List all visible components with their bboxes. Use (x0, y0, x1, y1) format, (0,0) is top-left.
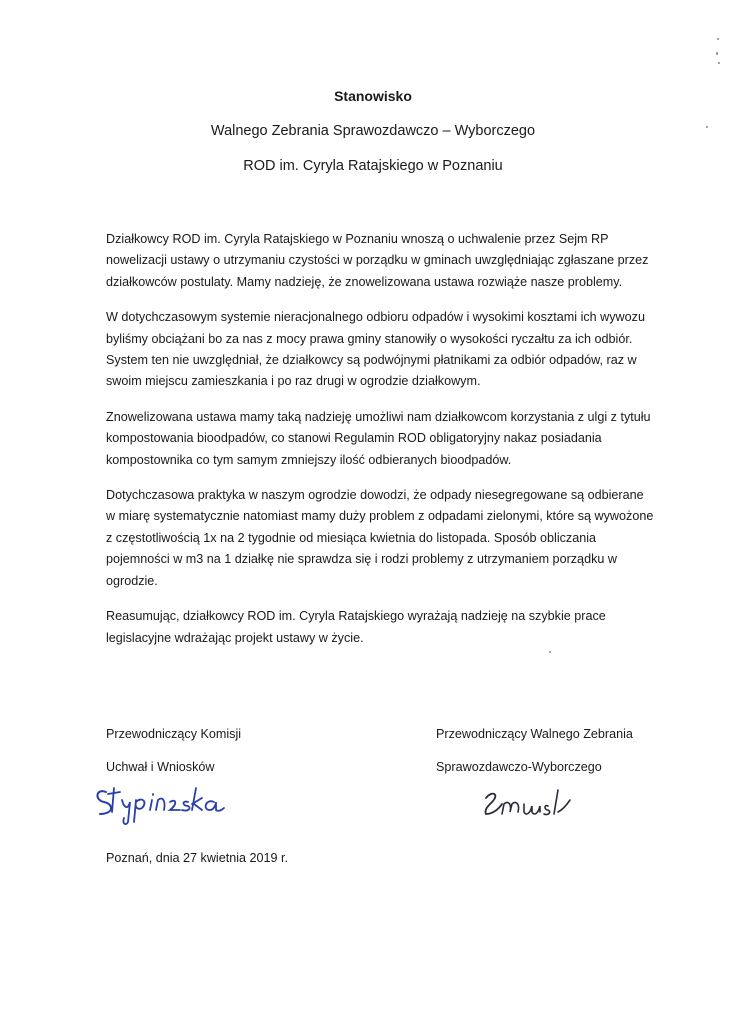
paragraph-4: Dotychczasowa praktyka w naszym ogrodzie dowodzi, że odpady niesegregowane są odbierane w miarę systematycznie natomiast mamy duży problem z odpadami zielonymi, które są wywożone z częstotliwością 1x na 2 tygodnie od miesiąca kwietnia do listopada. Sposób obliczania pojemności w m3 na 1 działkę nie sprawdza się i rodzi problemy z utrzymaniem porządku w ogrodzie. (106, 488, 654, 588)
left-signatory-title-line-2: Uchwał i Wniosków (106, 760, 215, 774)
place-and-date: Poznań, dnia 27 kwietnia 2019 r. (106, 851, 289, 865)
left-signatory-title-line-1: Przewodniczący Komisji (106, 727, 242, 741)
document-subtitle-assembly: Walnego Zebrania Sprawozdawczo – Wyborczego (210, 123, 536, 139)
scan-speck (716, 52, 718, 55)
scan-speck (717, 38, 719, 40)
scan-speck (718, 62, 720, 64)
right-signatory-title-line-2: Sprawozdawczo-Wyborczego (436, 760, 602, 774)
right-signatory-title-line-1: Przewodniczący Walnego Zebrania (436, 727, 633, 741)
right-handwritten-signature (478, 784, 578, 824)
paragraph-5: Reasumując, działkowcy ROD im. Cyryla Ratajskiego wyrażają nadzieję na szybkie prace legislacyjne wdrażając projekt ustawy w życie. (106, 609, 606, 645)
scan-speck (706, 126, 708, 128)
scan-speck (549, 651, 551, 653)
document-title: Stanowisko (334, 88, 412, 104)
left-handwritten-signature (92, 778, 232, 828)
document-subtitle-garden: ROD im. Cyryla Ratajskiego w Poznaniu (243, 158, 503, 174)
paragraph-3: Znowelizowana ustawa mamy taką nadzieję umożliwi nam działkowcom korzystania z ulgi z tytułu kompostowania bioodpadów, co stanowi Regulamin ROD obligatoryjny nakaz posiadania kompostownika co tym samym zmniejszy ilość odbieranych bioodpadów. (106, 409, 651, 467)
document-body (106, 229, 654, 663)
paragraph-1: Działkowcy ROD im. Cyryla Ratajskiego w Poznaniu wnoszą o uchwalenie przez Sejm RP nowelizacji ustawy o utrzymaniu czystości w porządku w gminach uwzględniając zgłaszane przez działkowców postulaty. Mamy nadzieję, że znowelizowana ustawa rozwiąże nasze problemy. (106, 232, 649, 289)
paragraph-2: W dotychczasowym systemie nieracjonalnego odbioru odpadów i wysokimi kosztami ich wywozu byliśmy obciążani bo za nas z mocy prawa gminy stanowiły o wysokości ryczałtu za ich odbiór. System ten nie uwzględniał, że działkowcy są podwójnymi płatnikami za odbiór odpadów, raz w swoim miejscu zamieszkania i po raz drugi w ogrodzie działkowym. (106, 310, 645, 389)
